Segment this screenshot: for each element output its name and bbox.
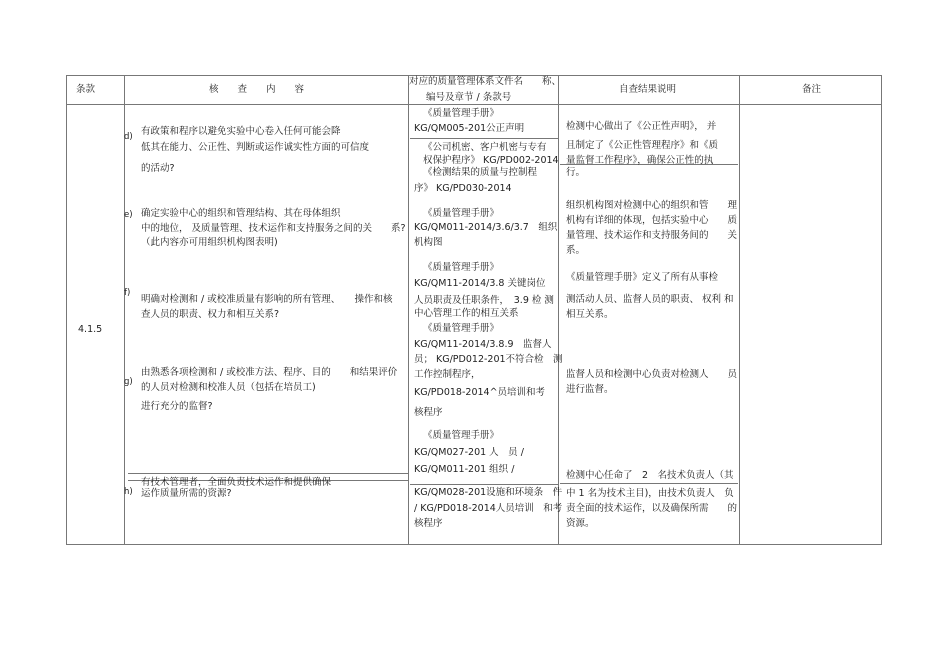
item-e-doc-line: 《质量管理手册》 — [423, 208, 500, 219]
item-e-doc-line: 机构图 — [414, 237, 443, 248]
item-d-doc-line: 《质量管理手册》 — [423, 108, 500, 119]
item-g-doc-line: KG/PD018-2014^员培训和考 — [414, 387, 546, 398]
item-label-g: g) — [124, 377, 133, 387]
item-g-content-line: 进行充分的监督? — [141, 401, 213, 412]
item-d-content-line: 有政策和程序以避免实验中心卷入任何可能会降 — [141, 126, 341, 137]
item-d-result-line: 检测中心做出了《公正性声明》， 并 — [566, 121, 717, 132]
item-d-doc-line: 序》 KG/PD030-2014 — [414, 183, 512, 194]
item-label-h: h) — [124, 487, 133, 497]
item-f-doc-line: 中心管理工作的相互关系 — [414, 308, 519, 319]
item-f-result-line: 相互关系。 — [566, 309, 614, 320]
item-h-content-line: 运作质量所需的资源? — [141, 488, 232, 499]
item-g-doc-line: 员； KG/PD012-201不符合检 测 — [414, 354, 563, 365]
item-d-doc-line: KG/QM005-201公正声明 — [414, 123, 525, 134]
item-g-content-line: 的人员对检测和校准人员（包括在培员工) — [141, 382, 316, 393]
item-label-e: e) — [124, 210, 133, 220]
item-e-content-line: （此内容亦可用组织机构图表明) — [141, 237, 278, 248]
header-content: 核 查 内 容 — [209, 84, 305, 95]
col-divider-4 — [739, 75, 740, 545]
item-g-result-line: 监督人员和检测中心负责对检测人 员 — [566, 369, 738, 380]
result-inner-rule-2 — [560, 483, 738, 484]
item-e-result-line: 系。 — [566, 245, 586, 256]
item-h-result-line: 资源。 — [566, 518, 595, 529]
table-bottom-border — [66, 544, 882, 545]
item-h-doc-line: KG/QM027-201 人 员 / — [414, 447, 524, 458]
item-e-result-line: 机构有详细的体现，包括实验中心 质 — [566, 215, 738, 226]
content-inner-rule-1 — [128, 473, 408, 474]
item-d-result-line: 量监督工作程序》，确保公正性的执 — [566, 155, 714, 166]
clause-number: 4.1.5 — [78, 324, 103, 335]
table-right-border — [881, 75, 882, 545]
item-h-doc-line: 《质量管理手册》 — [423, 430, 500, 441]
docs-inner-rule-1 — [410, 138, 558, 139]
header-result: 自查结果说明 — [619, 84, 677, 95]
item-h-doc-line: / KG/PD018-2014人员培训 和考 — [414, 503, 563, 514]
table-left-border — [66, 75, 67, 545]
item-h-result-line: 责全面的技术运作，以及确保所需 的 — [566, 503, 738, 514]
header-doc-line2: 编号及章节 / 条款号 — [426, 92, 512, 103]
col-divider-3 — [558, 75, 559, 545]
item-h-doc-line: 核程序 — [414, 518, 443, 529]
item-g-doc-line: 《质量管理手册》 — [423, 323, 500, 334]
item-h-result-line: 检测中心任命了 2 名技术负责人（其 — [566, 470, 734, 481]
item-d-content-line: 低其在能力、公正性、判断或运作诚实性方面的可信度 — [141, 142, 370, 153]
header-remark: 备注 — [802, 84, 822, 95]
item-f-content-line: 明确对检测和 / 或校准质量有影响的所有管理、 操作和核 — [141, 294, 393, 305]
item-g-content-line: 由熟悉各项检测和 / 或校准方法、程序、目的 和结果评价 — [141, 367, 398, 378]
item-f-doc-line: KG/QM11-2014/3.8 关键岗位 — [414, 278, 546, 289]
item-f-content-line: 查人员的职责、权力和相互关系? — [141, 309, 280, 320]
item-f-doc-line: 人员职责及任职条件， 3.9 检 测 — [414, 295, 554, 306]
col-divider-1 — [124, 75, 125, 545]
item-e-result-line: 量管理、技术运作和支持服务间的 关 — [566, 230, 738, 241]
item-e-content-line: 中的地位， 及质量管理、技术运作和支持服务之间的关 系? — [141, 223, 406, 234]
item-g-doc-line: KG/QM11-2014/3.8.9 监督人 — [414, 339, 552, 350]
item-f-result-line: 《质量管理手册》定义了所有从事检 — [566, 272, 719, 283]
item-h-doc-line: KG/QM028-201设施和环境条 件 — [414, 487, 563, 498]
item-d-content-line: 的活动? — [141, 163, 175, 174]
col-divider-2 — [408, 75, 409, 545]
item-e-content-line: 确定实验中心的组织和管理结构、其在母体组织 — [141, 208, 341, 219]
item-d-doc-line: 《公司机密、客户机密与专有 — [423, 142, 547, 153]
item-h-content-line: 有技术管理者，全面负责技术运作和提供确保 — [141, 477, 332, 488]
item-h-doc-line: KG/QM011-201 组织 / — [414, 464, 515, 475]
item-g-doc-line: 工作控制程序， — [414, 369, 481, 380]
item-e-result-line: 组织机构图对检测中心的组织和管 理 — [566, 200, 738, 211]
header-clause: 条款 — [76, 84, 96, 95]
item-h-result-line: 中 1 名为技术主目)，由技术负责人 负 — [566, 488, 734, 499]
item-e-doc-line: KG/QM011-2014/3.6/3.7 组织 — [414, 222, 558, 233]
item-d-result-line: 且制定了《公正性管理程序》和《质 — [566, 140, 719, 151]
item-d-doc-line: 权保护程序》 KG/PD002-2014 — [423, 155, 559, 166]
item-f-result-line: 测活动人员、监督人员的职责、 权利 和 — [566, 294, 734, 305]
item-f-doc-line: 《质量管理手册》 — [423, 262, 500, 273]
item-label-f: f) — [124, 288, 131, 298]
item-g-result-line: 进行监督。 — [566, 384, 614, 395]
header-doc-line1: 对应的质量管理体系文件名 称、 — [409, 76, 562, 87]
item-label-d: d) — [124, 132, 133, 142]
item-g-doc-line: 核程序 — [414, 407, 443, 418]
item-d-result-line: 行。 — [566, 167, 586, 178]
item-d-doc-line: 《检测结果的质量与控制程 — [423, 167, 538, 178]
